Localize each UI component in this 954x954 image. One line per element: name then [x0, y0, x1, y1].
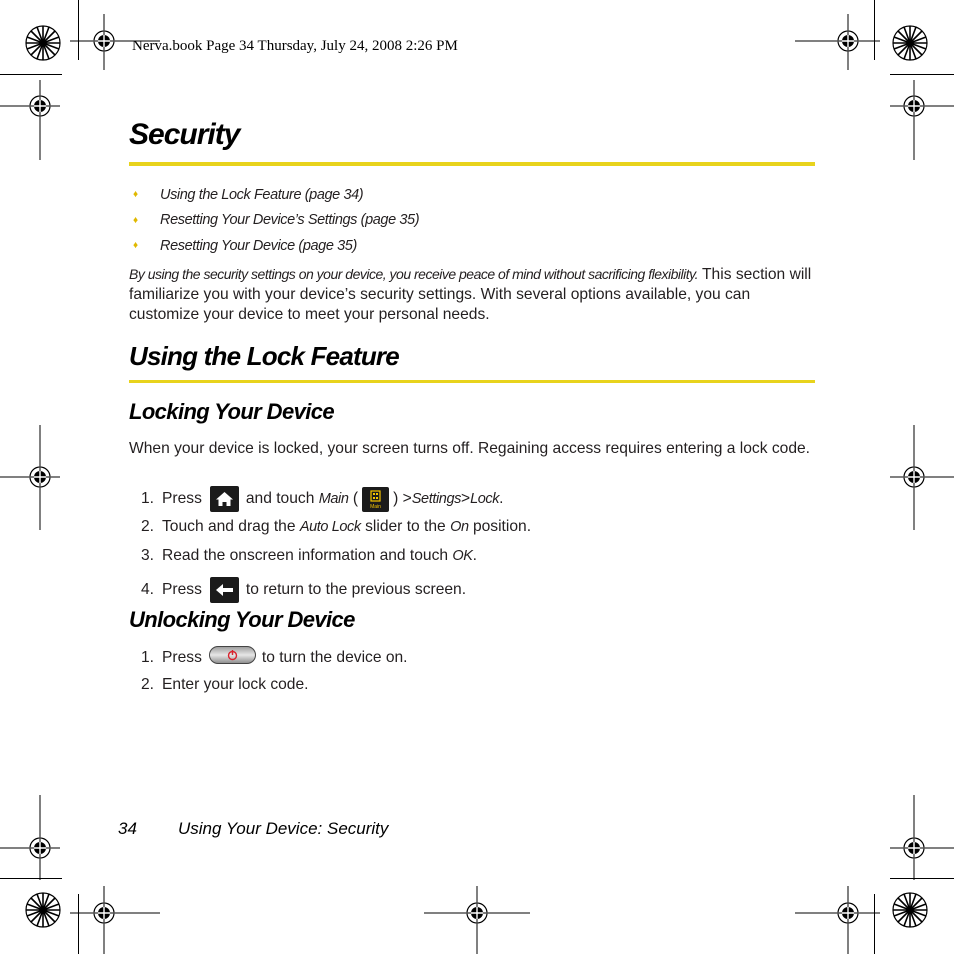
- section-title: Using the Lock Feature: [129, 341, 399, 371]
- page-number: 34: [118, 819, 137, 838]
- intro-lead: By using the security settings on your device, you receive peace of mind without sacrificing flexibility.: [129, 266, 698, 282]
- toc-item[interactable]: ♦ Resetting Your Device’s Settings (page 35): [133, 212, 420, 229]
- step-item: 4. Press to return to the previous screen.: [141, 577, 466, 603]
- diamond-bullet-icon: ♦: [133, 240, 138, 252]
- starburst-target-icon: [26, 26, 60, 60]
- registration-mark-icon: [24, 461, 56, 493]
- subsection-title-unlocking: Unlocking Your Device: [129, 607, 355, 632]
- registration-mark-icon: [24, 832, 56, 864]
- footer-title: Using Your Device: Security: [178, 819, 389, 838]
- registration-mark-icon: [832, 25, 864, 57]
- title-rule: [129, 162, 815, 166]
- registration-mark-icon: [898, 461, 930, 493]
- registration-mark-icon: [88, 897, 120, 929]
- starburst-target-icon: [893, 893, 927, 927]
- diamond-bullet-icon: ♦: [133, 189, 138, 201]
- step-item: 2. Touch and drag the Auto Lock slider to the On position.: [141, 518, 532, 535]
- registration-mark-icon: [898, 90, 930, 122]
- section-toc: [133, 182, 419, 259]
- diamond-bullet-icon: ♦: [133, 214, 138, 226]
- registration-mark-icon: [461, 897, 493, 929]
- step-item: 1. Press and touch Main ( Main ) > Settings > Lock .: [141, 486, 503, 512]
- registration-mark-icon: [88, 25, 120, 57]
- main-menu-icon[interactable]: [362, 487, 389, 512]
- chapter-title: Security: [129, 118, 240, 151]
- step-item: 3. Read the onscreen information and touch OK .: [141, 547, 477, 564]
- registration-mark-icon: [898, 832, 930, 864]
- home-key-icon[interactable]: [210, 486, 239, 512]
- step-item: 1. Press to turn the device on.: [141, 646, 408, 669]
- toc-item[interactable]: ♦ Resetting Your Device (page 35): [133, 237, 357, 254]
- intro-paragraph: [129, 264, 819, 325]
- page-header: Nerva.book Page 34 Thursday, July 24, 2008 2:26 PM: [132, 38, 458, 54]
- intro-body: This section will familiarize you with your device’s security settings. With several options available, you can customize your device to meet your personal needs.: [129, 266, 812, 323]
- power-key-icon[interactable]: [209, 646, 256, 669]
- subsection-title-locking: Locking Your Device: [129, 399, 335, 424]
- section-rule: [129, 380, 815, 383]
- starburst-target-icon: [26, 893, 60, 927]
- toc-item[interactable]: ♦ Using the Lock Feature (page 34): [133, 186, 364, 203]
- registration-mark-icon: [24, 90, 56, 122]
- step-item: 2. Enter your lock code.: [141, 676, 309, 693]
- registration-mark-icon: [832, 897, 864, 929]
- svg-text:Main: Main: [370, 503, 382, 510]
- starburst-target-icon: [893, 26, 927, 60]
- back-key-icon[interactable]: [210, 577, 239, 603]
- locking-description: When your device is locked, your screen turns off. Regaining access requires entering a lock code.: [129, 440, 810, 457]
